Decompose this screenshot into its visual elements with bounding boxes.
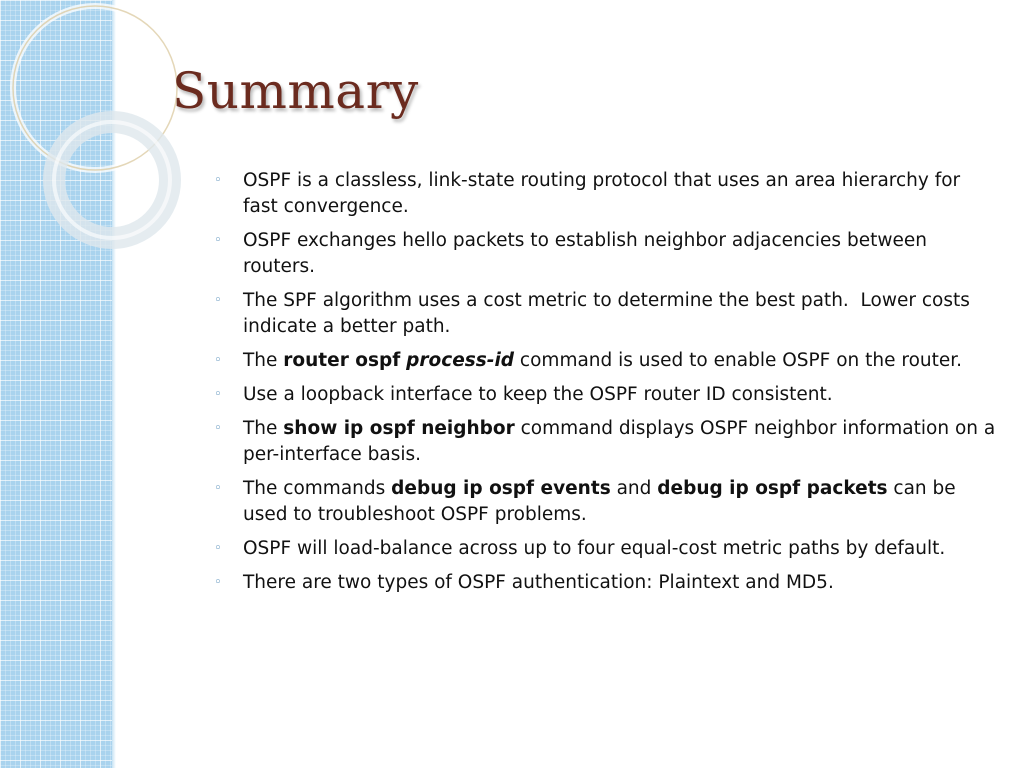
bullet-text: The SPF algorithm uses a cost metric to determine the best path. Lower costs indicate a better path.: [243, 290, 976, 337]
bullet-text: OSPF is a classless, link-state routing protocol that uses an area hierarchy for fast convergence.: [243, 170, 961, 217]
bullet-item: [214, 288, 996, 340]
hollow-circle-bullet-icon: ◦: [214, 387, 222, 402]
command-keyword: debug ip ospf packets: [657, 478, 888, 499]
bullet-text: OSPF exchanges hello packets to establish neighbor adjacencies between routers.: [243, 230, 927, 277]
bullet-item: [214, 228, 996, 280]
hollow-circle-bullet-icon: ◦: [214, 293, 222, 308]
hollow-circle-bullet-icon: ◦: [214, 421, 222, 436]
hollow-circle-bullet-icon: ◦: [214, 353, 222, 368]
bullet-text-prefix: The commands: [243, 478, 392, 499]
decorative-rings: [0, 0, 200, 300]
bullet-list: [214, 168, 1002, 604]
hollow-circle-bullet-icon: ◦: [214, 481, 222, 496]
bullet-text-middle: and: [610, 478, 658, 499]
command-keyword: debug ip ospf events: [391, 478, 611, 499]
hollow-circle-bullet-icon: ◦: [214, 575, 222, 590]
bullet-item: [214, 382, 996, 408]
bullet-item: [214, 416, 1002, 468]
bullet-text: Use a loopback interface to keep the OSPF router ID consistent.: [243, 384, 833, 405]
bullet-item: [214, 476, 996, 528]
bullet-text-prefix: The: [243, 418, 284, 439]
bullet-item: [214, 348, 996, 374]
command-argument: process-id: [406, 350, 515, 371]
bullet-item: [214, 168, 996, 220]
bullet-text: There are two types of OSPF authentication: Plaintext and MD5.: [243, 572, 834, 593]
bullet-item: [214, 570, 996, 596]
bullet-text-suffix: command is used to enable OSPF on the router.: [514, 350, 963, 371]
bullet-text-suffix: can be used to troubleshoot OSPF problems.: [243, 478, 962, 525]
small-ring-highlight: [54, 122, 170, 238]
bullet-text: OSPF will load-balance across up to four equal-cost metric paths by default.: [243, 538, 946, 559]
bullet-text-suffix: command displays OSPF neighbor information on a per-interface basis.: [243, 418, 1002, 465]
hollow-circle-bullet-icon: ◦: [214, 233, 222, 248]
bullet-text-prefix: The: [243, 350, 284, 371]
hollow-circle-bullet-icon: ◦: [214, 173, 222, 188]
hollow-circle-bullet-icon: ◦: [214, 541, 222, 556]
command-keyword: router ospf: [283, 350, 401, 371]
command-keyword: show ip ospf neighbor: [283, 418, 515, 439]
slide-title: Summary: [172, 62, 419, 120]
bullet-item: [214, 536, 996, 562]
